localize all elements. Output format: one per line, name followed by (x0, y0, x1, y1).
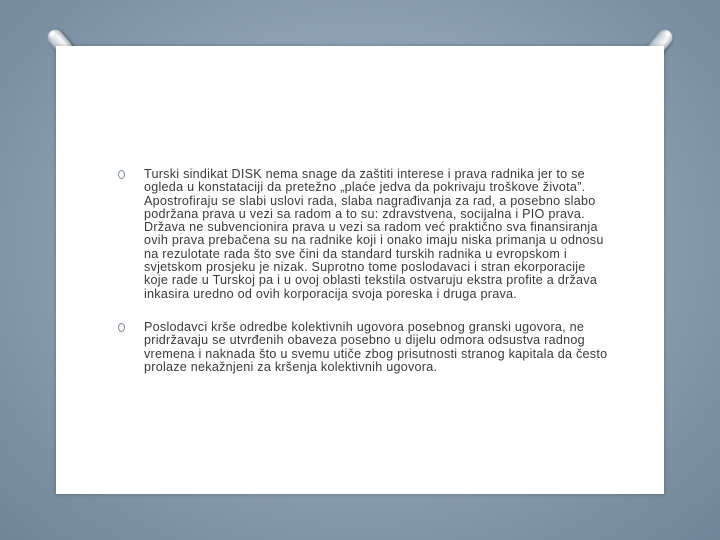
bullet-text-2: Poslodavci krše odredbe kolektivnih ugovora posebnog granski ugovora, ne pridržavaju se utvrđenih obaveza posebno u dijelu odmora odsustva radnog vremena i naknada što u svemu utiče zbog prisutnosti stranog kapitala da često prolaze nekažnjeni za kršenja kolektivnih ugovora. (144, 319, 608, 374)
bullet-text-1: Turski sindikat DISK nema snage da zaštiti interese i prava radnika jer to se ogleda u konstataciji da pretežno „plaće jedva da pokrivaju troškove života”. Apostrofiraju se slabi uslovi rada, slaba nagrađivanja za rad, a posebno slabo podržana prava u vezi sa radom a to su: zdravstvena, socijalna i PIO prava. Država ne subvencionira prava u vezi sa radom već praktično sva finansiranja ovih prava prebačena su na radnike koji i onako imaju niska primanja u odnosu na rezulotate rada što sve čini da standard turskih radnika u evropskom i svjetskom prosjeku je nizak. Suprotno tome poslodavaci i stran ekorporacije koje rade u Turskoj pa i u ovoj oblasti tekstila ostvaruju ekstra profite a država inkasira uredno od ovih korporacija svoja poreska i druga prava. (144, 167, 604, 301)
bullet-item-2 (118, 321, 608, 374)
bullet-list (118, 168, 608, 394)
bullet-marker-icon (118, 323, 125, 332)
bullet-marker-icon (118, 170, 125, 179)
bullet-item-1 (118, 168, 608, 301)
